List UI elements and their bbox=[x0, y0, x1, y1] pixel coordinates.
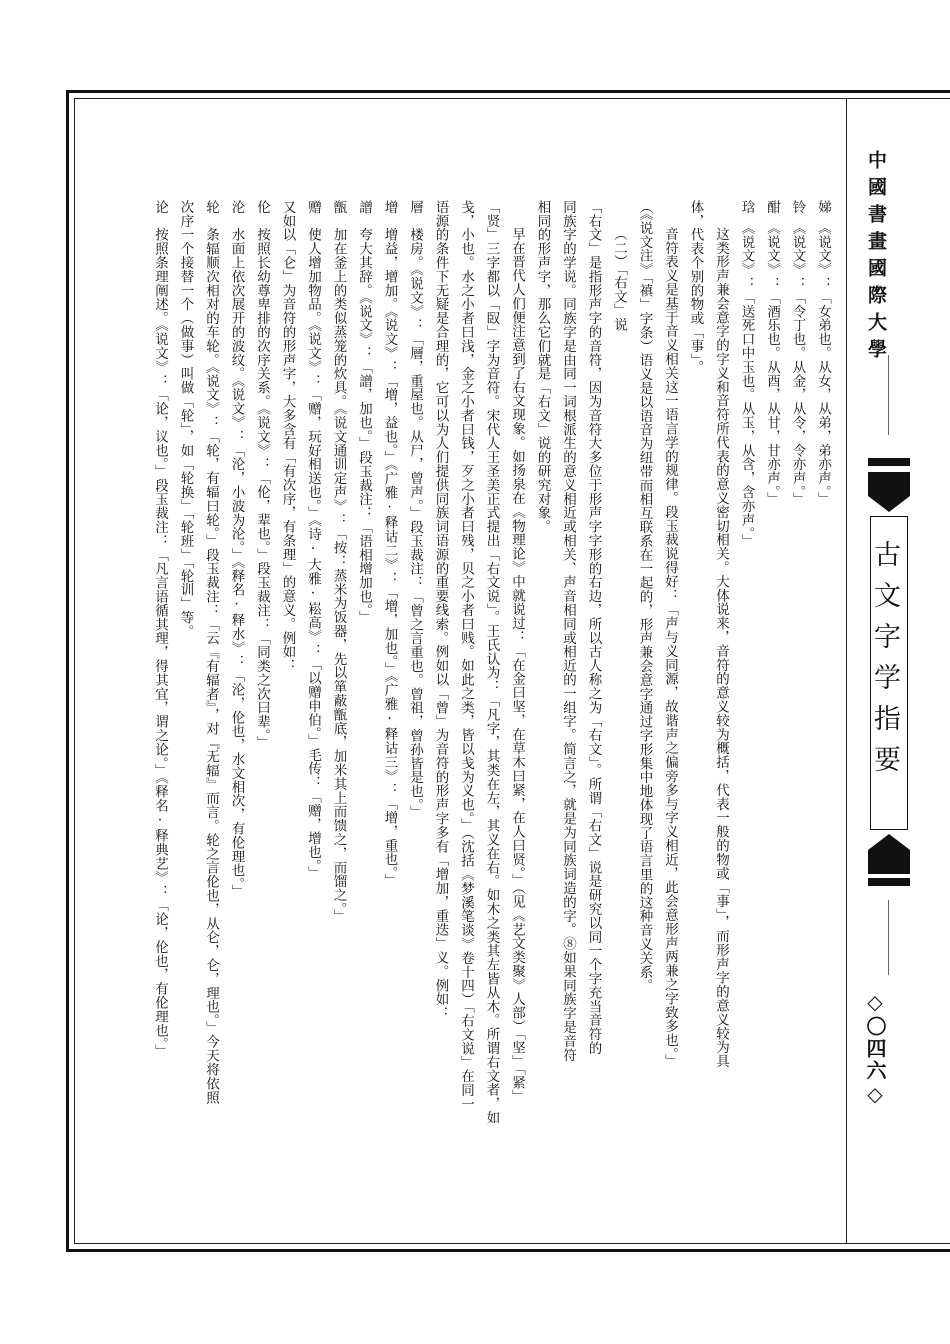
entry-line: 譄 夸大其辞。《说文》：「譄，加也。」段玉裁注：「语相增加也。」 bbox=[356, 200, 372, 625]
entry-line: 论 按照条理阐述。《说文》：「论，议也。」段玉裁注：「凡言语循其理，得其宜，谓之论。」《释名·释典艺》：「论，伦也，有伦理也。」 bbox=[152, 200, 168, 1059]
university-name: 中國書畫國際大學 bbox=[865, 150, 887, 366]
title-block-cap-bottom bbox=[868, 834, 910, 874]
sidebar-divider bbox=[846, 98, 847, 1244]
section-heading: （二）「右文」说 bbox=[611, 227, 627, 332]
paragraph-line: 这类形声兼会意字的字义和音符所代表的意义密切相关。大体说来，音符的意义较为概括，代表一般的物或「事」，而形声字的意义较为具 bbox=[713, 227, 729, 1069]
paragraph-line: 早在晋代人们便注意到了右文现象。如扬泉在《物理论》中就说过：「在金曰坚，在草木曰紧，在人曰贤。」（见《艺文类聚》人部）「坚」「紧」 bbox=[509, 227, 525, 1104]
title-block-bar-top bbox=[868, 458, 910, 466]
paragraph-line: 又如以「仑」为音符的形声字，大多含有「有次序，有条理」的意义。例如： bbox=[279, 200, 296, 673]
paragraph-line: （《说文注》「禛」字条）语义是以语音为纽带而相互联系在一起的，形声兼会意字通过字形集中地体现了语言里的这种音义关系。 bbox=[636, 200, 653, 993]
page-number: ◇〇四六◇ bbox=[863, 990, 887, 1108]
book-title: 古文字学指要 bbox=[869, 540, 900, 786]
entry-line: 赠 使人增加物品。《说文》：「赠，玩好相送也。」《诗·大雅·崧高》：「以赠申伯。」毛传：「赠，增也。」 bbox=[305, 200, 321, 881]
entry-line: 琀 《说文》：「送死口中玉也。从玉，从含，含亦声。」 bbox=[738, 200, 755, 548]
paragraph-line: 语源的条件下无疑是合理的，它可以为人们提供同族词语源的重要线索。例如以「曾」为音符的形声字多有「增加，重迭」义。例如： bbox=[432, 200, 449, 1021]
title-block-bar-bottom bbox=[868, 878, 910, 886]
paragraph-line: 戋，小也。水之小者曰浅，金之小者曰钱，歹之小者曰残，贝之小者曰贱。如此之类，皆以戋为义也。」（沈括《梦溪笔谈》卷十四）「右文说」在同一 bbox=[458, 200, 474, 1112]
entry-line: 伦 按照长幼尊卑排的次序关系。《说文》：「伦，辈也。」段玉裁注：「同类之次曰辈。」 bbox=[254, 200, 270, 750]
entry-line: 層 楼房。《说文》：「層，重屋也。从尸，曾声。」段玉裁注：「曾之言重也。曾祖，曾孙皆是也。」 bbox=[407, 200, 423, 820]
sidebar-rule-bottom bbox=[888, 900, 889, 975]
paragraph-line: 同族字的学说。同族字是由同一词根派生的意义相近或相关、声音相同或相近的一组字。简言之，就是为同族词造的字。⑧如果同族字是音符 bbox=[560, 200, 576, 1062]
paragraph-line: 相同的形声字，那么它们就是「右文」说的研究对象。 bbox=[534, 200, 551, 534]
paragraph-line: 体，代表个别的物或「事」。 bbox=[687, 200, 704, 374]
main-text bbox=[110, 200, 835, 1215]
entry-line: 铃 《说文》：「令丁也。从金，从令，令亦声。」 bbox=[789, 200, 806, 507]
paragraph-line: 「贤」三字都以「臤」字为音符。宋代人王圣美正式提出「右文说」。王氏认为：「凡字，其类在左，其义在右。如木之类其左皆从木。所谓右文者，如 bbox=[483, 200, 500, 1125]
paragraph-line: 音符表义是基于音义相关这一语言学的规律。段玉裁说得好：「声与义同源，故谐声之偏旁多与字义相近，此会意形声两兼之字致多也。」 bbox=[662, 227, 678, 1069]
sidebar-rule-top bbox=[888, 355, 889, 435]
title-block-cap-top bbox=[868, 472, 910, 512]
entry-line: 轮 条辐顺次相对的车轮。《说文》：「轮，有辐曰轮。」段玉裁注：「云『有辐者』，对『无辐』而言。轮之言伦也，从仑，仑，理也。」今天将依照 bbox=[203, 200, 219, 1105]
paragraph-line: 「右文」是指形声字的音符，因为音符大多位于形声字字形的右边，所以古人称之为「右文」。所谓「右文」说是研究以同一个字充当音符的 bbox=[585, 200, 602, 1056]
paragraph-line: 次序一个接替一个（做事）叫做「轮」，如「轮换」「轮班」「轮训」等。 bbox=[177, 200, 194, 639]
entry-line: 酣 《说文》：「酒乐也。从酉，从甘，甘亦声。」 bbox=[764, 200, 780, 507]
entry-line: 沦 水面上依次展开的波纹。《说文》：「沦，小波为沦。」《释名·释水》：「沦，伦也，水文相次，有伦理也。」 bbox=[228, 200, 245, 899]
entry-line: 甑 加在釜上的类似蒸笼的炊具。《说文通训定声》：「按：蒸米为饭器，先以箪蔽甑底，加米其上而馈之，而馏之。」 bbox=[330, 200, 347, 924]
entry-line: 娣 《说文》：「女弟也。从女，从弟，弟亦声。」 bbox=[815, 200, 831, 507]
book-title-block bbox=[868, 458, 910, 888]
entry-line: 增 增益，增加。《说文》：「增，益也。」《广雅·释诂二》：「增，加也。」《广雅·释诂三》：「增，重也。」 bbox=[381, 200, 398, 888]
